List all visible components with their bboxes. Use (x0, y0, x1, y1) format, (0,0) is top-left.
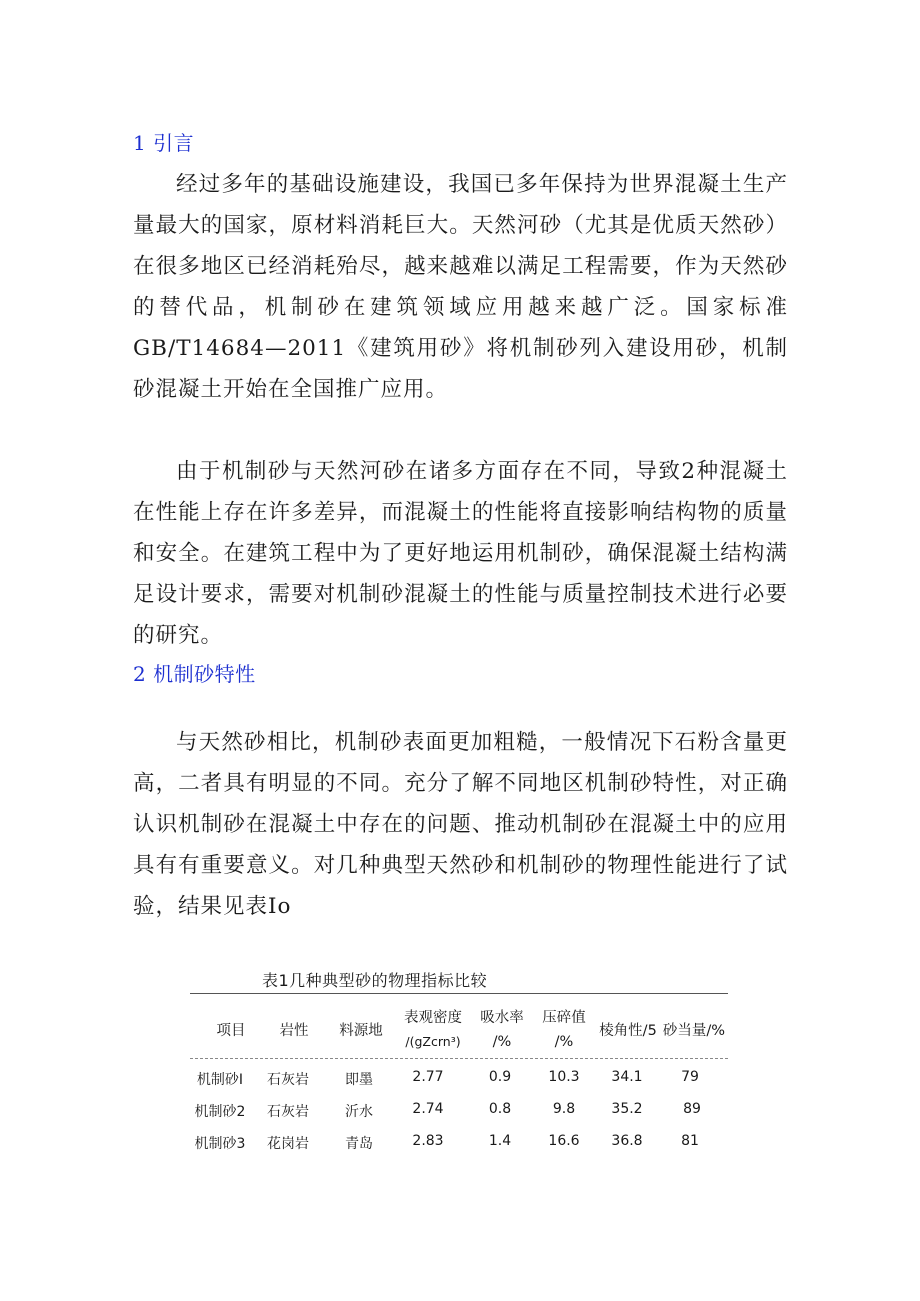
header-crush (535, 1006, 593, 1054)
cell-item: 机制砂2 (194, 1104, 246, 1120)
header-density-line1: 表观密度 (404, 1010, 462, 1026)
header-absorption-line1: 吸水率 (480, 1010, 524, 1026)
header-density (396, 1006, 470, 1054)
section-heading-intro: 1 引言 (133, 131, 195, 155)
cell-density: 2.77 (412, 1069, 444, 1085)
header-crush-line2: /% (554, 1034, 574, 1050)
cell-source: 沂水 (345, 1104, 373, 1120)
cell-source: 即墨 (345, 1072, 373, 1088)
cell-crush: 9.8 (552, 1101, 576, 1117)
cell-lithology: 石灰岩 (267, 1072, 309, 1088)
header-density-line2: /(gZcrn³) (405, 1034, 461, 1049)
cell-lithology: 花岗岩 (267, 1136, 309, 1152)
cell-absorption: 0.9 (488, 1069, 512, 1085)
cell-sand-equivalent: 79 (681, 1069, 699, 1085)
header-absorption-line2: /% (492, 1034, 512, 1050)
header-lithology: 岩性 (279, 1023, 309, 1039)
cell-absorption: 1.4 (488, 1133, 512, 1149)
cell-sand-equivalent: 81 (681, 1133, 699, 1149)
header-absorption (474, 1006, 530, 1054)
cell-lithology: 石灰岩 (267, 1104, 309, 1120)
table-top-rule (190, 993, 728, 994)
cell-item: 机制砂I (196, 1072, 244, 1088)
cell-angularity: 35.2 (611, 1101, 643, 1117)
table-caption: 表1几种典型砂的物理指标比较 (262, 971, 488, 990)
cell-item: 机制砂3 (194, 1136, 246, 1152)
cell-absorption: 0.8 (488, 1101, 512, 1117)
paragraph-intro-2: 由于机制砂与天然河砂在诸多方面存在不同，导致2种混凝土在性能上存在许多差异，而混凝土的性能将直接影响结构物的质量和安全。在建筑工程中为了更好地运用机制砂，确保混凝土结构满足设计要求，需要对机制砂混凝土的性能与质量控制技术进行必要的研究。 (133, 459, 788, 648)
header-sand-equivalent: 砂当量/% (662, 1023, 726, 1039)
table-header-rule (190, 1058, 728, 1059)
cell-angularity: 36.8 (611, 1133, 643, 1149)
cell-sand-equivalent: 89 (683, 1101, 701, 1117)
header-crush-line1: 压碎值 (542, 1010, 586, 1026)
paragraph-sand-properties: 与天然砂相比，机制砂表面更加粗糙，一般情况下石粉含量更高，二者具有明显的不同。充分了解不同地区机制砂特性，对正确认识机制砂在混凝土中存在的问题、推动机制砂在混凝土中的应用具有有重要意义。对几种典型天然砂和机制砂的物理性能进行了试验，结果见表Io (133, 730, 788, 919)
cell-density: 2.74 (412, 1101, 444, 1117)
header-angularity: 棱角性/5 (599, 1023, 657, 1039)
cell-density: 2.83 (412, 1133, 444, 1149)
header-source: 料源地 (339, 1023, 383, 1039)
cell-source: 青岛 (345, 1136, 373, 1152)
section-heading-sand-properties: 2 机制砂特性 (133, 662, 256, 686)
paragraph-intro-1: 经过多年的基础设施建设，我国已多年保持为世界混凝土生产量最大的国家，原材料消耗巨大。天然河砂（尤其是优质天然砂）在很多地区已经消耗殆尽，越来越难以满足工程需要，作为天然砂的替代品，机制砂在建筑领域应用越来越广泛。国家标准GB/T14684—2011《建筑用砂》将机制砂列入建设用砂，机制砂混凝土开始在全国推广应用。 (133, 172, 788, 402)
cell-crush: 10.3 (548, 1069, 580, 1085)
cell-angularity: 34.1 (611, 1069, 643, 1085)
cell-crush: 16.6 (548, 1133, 580, 1149)
header-item: 项目 (216, 1023, 246, 1039)
